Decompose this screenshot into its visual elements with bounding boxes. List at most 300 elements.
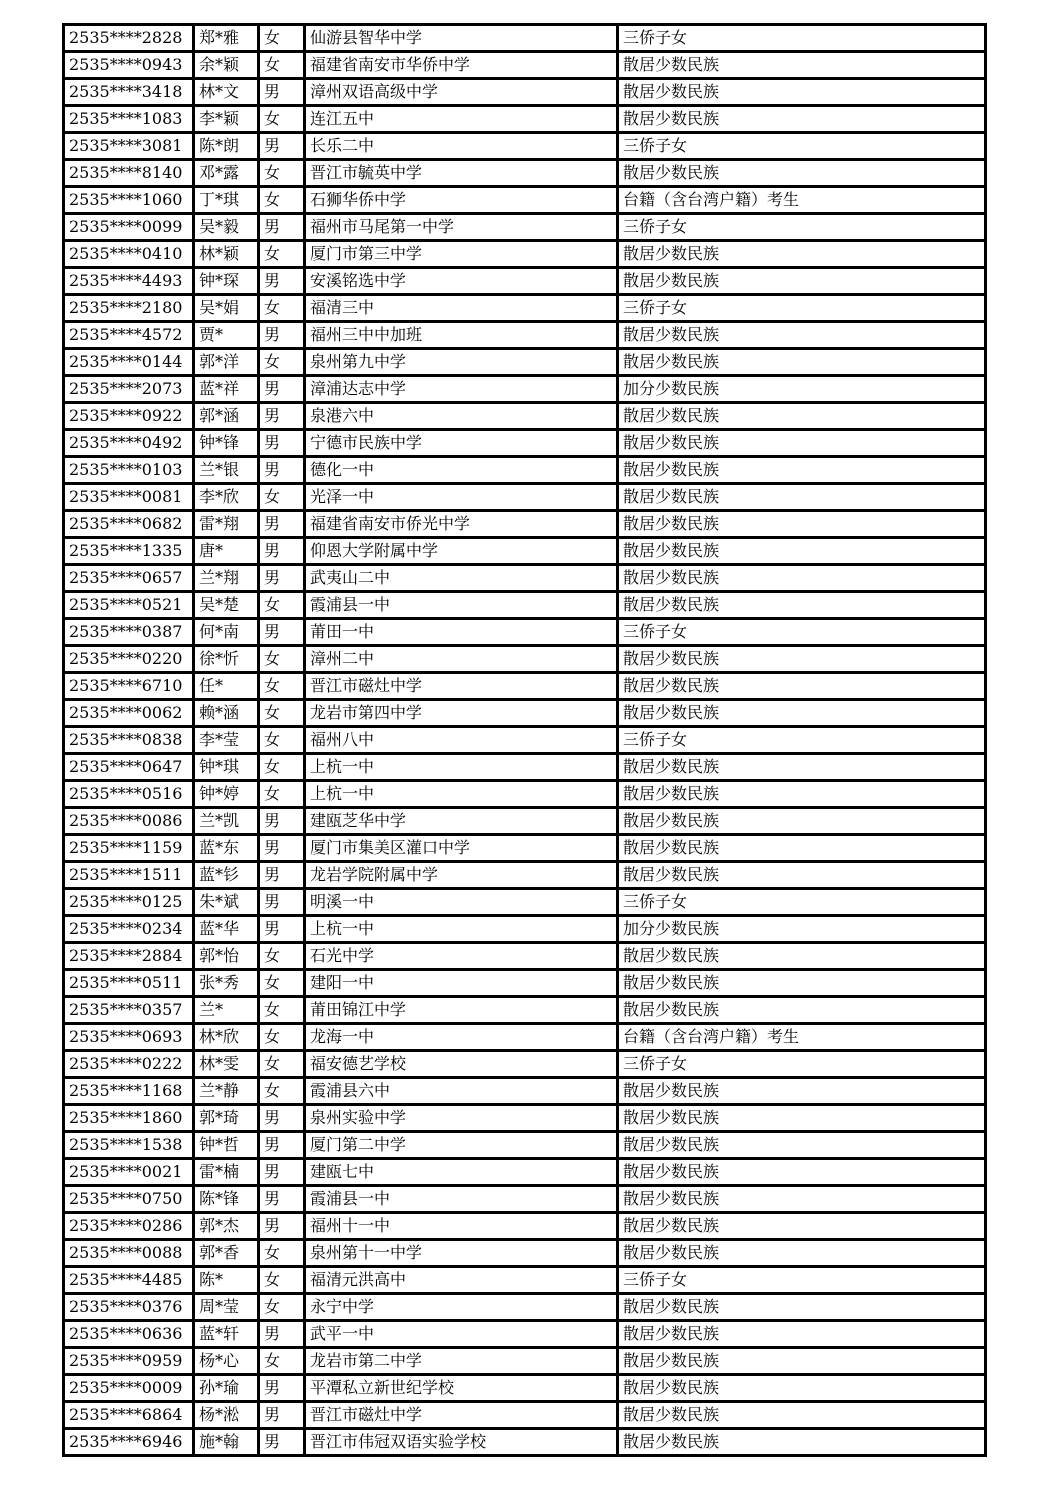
gender-cell: 女: [259, 592, 305, 619]
candidate-id-cell: 2535****0021: [64, 1159, 194, 1186]
name-cell: 杨*心: [194, 1348, 259, 1375]
gender-cell: 女: [259, 187, 305, 214]
table-row: [64, 403, 986, 430]
bonus-category-cell: 散居少数民族: [618, 457, 986, 484]
name-cell: 钟*哲: [194, 1132, 259, 1159]
candidate-id-cell: 2535****0511: [64, 970, 194, 997]
table-row: [64, 781, 986, 808]
candidate-id-cell: 2535****2884: [64, 943, 194, 970]
name-cell: 林*雯: [194, 1051, 259, 1078]
candidate-id-cell: 2535****2073: [64, 376, 194, 403]
candidate-id-cell: 2535****0144: [64, 349, 194, 376]
table-row: [64, 565, 986, 592]
table-row: [64, 511, 986, 538]
gender-cell: 男: [259, 916, 305, 943]
school-cell: 上杭一中: [305, 916, 618, 943]
school-cell: 晋江市磁灶中学: [305, 673, 618, 700]
gender-cell: 男: [259, 430, 305, 457]
school-cell: 霞浦县一中: [305, 1186, 618, 1213]
table-row: [64, 79, 986, 106]
table-row: [64, 25, 986, 52]
candidate-id-cell: 2535****4493: [64, 268, 194, 295]
roster-table-body: [64, 25, 986, 1456]
gender-cell: 男: [259, 1213, 305, 1240]
bonus-category-cell: 散居少数民族: [618, 403, 986, 430]
candidate-id-cell: 2535****0838: [64, 727, 194, 754]
table-row: [64, 160, 986, 187]
candidate-id-cell: 2535****0521: [64, 592, 194, 619]
school-cell: 福建省南安市侨光中学: [305, 511, 618, 538]
name-cell: 雷*楠: [194, 1159, 259, 1186]
bonus-category-cell: 三侨子女: [618, 1051, 986, 1078]
bonus-category-cell: 散居少数民族: [618, 673, 986, 700]
school-cell: 厦门市第三中学: [305, 241, 618, 268]
name-cell: 余*颖: [194, 52, 259, 79]
bonus-category-cell: 散居少数民族: [618, 1294, 986, 1321]
school-cell: 石光中学: [305, 943, 618, 970]
gender-cell: 女: [259, 970, 305, 997]
candidate-id-cell: 2535****1860: [64, 1105, 194, 1132]
school-cell: 福州八中: [305, 727, 618, 754]
candidate-id-cell: 2535****0286: [64, 1213, 194, 1240]
gender-cell: 女: [259, 106, 305, 133]
candidate-id-cell: 2535****0062: [64, 700, 194, 727]
name-cell: 林*文: [194, 79, 259, 106]
bonus-category-cell: 散居少数民族: [618, 943, 986, 970]
bonus-category-cell: 三侨子女: [618, 727, 986, 754]
name-cell: 蓝*轩: [194, 1321, 259, 1348]
bonus-category-cell: 三侨子女: [618, 619, 986, 646]
school-cell: 福安德艺学校: [305, 1051, 618, 1078]
name-cell: 贾*: [194, 322, 259, 349]
table-row: [64, 187, 986, 214]
name-cell: 兰*翔: [194, 565, 259, 592]
table-row: [64, 376, 986, 403]
candidate-id-cell: 2535****0647: [64, 754, 194, 781]
candidate-id-cell: 2535****0410: [64, 241, 194, 268]
candidate-id-cell: 2535****6710: [64, 673, 194, 700]
candidate-id-cell: 2535****1168: [64, 1078, 194, 1105]
table-row: [64, 835, 986, 862]
name-cell: 丁*琪: [194, 187, 259, 214]
bonus-category-cell: 散居少数民族: [618, 268, 986, 295]
school-cell: 福州三中中加班: [305, 322, 618, 349]
gender-cell: 女: [259, 700, 305, 727]
name-cell: 吴*毅: [194, 214, 259, 241]
name-cell: 李*莹: [194, 727, 259, 754]
bonus-category-cell: 散居少数民族: [618, 997, 986, 1024]
gender-cell: 男: [259, 1105, 305, 1132]
gender-cell: 男: [259, 1429, 305, 1456]
table-row: [64, 484, 986, 511]
school-cell: 连江五中: [305, 106, 618, 133]
gender-cell: 男: [259, 511, 305, 538]
table-row: [64, 916, 986, 943]
name-cell: 任*: [194, 673, 259, 700]
candidate-id-cell: 2535****1083: [64, 106, 194, 133]
bonus-category-cell: 散居少数民族: [618, 106, 986, 133]
school-cell: 安溪铭选中学: [305, 268, 618, 295]
bonus-category-cell: 台籍（含台湾户籍）考生: [618, 1024, 986, 1051]
name-cell: 周*莹: [194, 1294, 259, 1321]
school-cell: 晋江市伟冠双语实验学校: [305, 1429, 618, 1456]
gender-cell: 男: [259, 538, 305, 565]
candidate-id-cell: 2535****4572: [64, 322, 194, 349]
table-row: [64, 754, 986, 781]
school-cell: 平潭私立新世纪学校: [305, 1375, 618, 1402]
bonus-category-cell: 散居少数民族: [618, 808, 986, 835]
candidate-id-cell: 2535****2828: [64, 25, 194, 52]
school-cell: 福州市马尾第一中学: [305, 214, 618, 241]
name-cell: 钟*锋: [194, 430, 259, 457]
table-row: [64, 349, 986, 376]
bonus-category-cell: 散居少数民族: [618, 349, 986, 376]
gender-cell: 男: [259, 619, 305, 646]
school-cell: 泉州第九中学: [305, 349, 618, 376]
name-cell: 郭*琦: [194, 1105, 259, 1132]
bonus-category-cell: 散居少数民族: [618, 1321, 986, 1348]
gender-cell: 男: [259, 268, 305, 295]
school-cell: 武夷山二中: [305, 565, 618, 592]
school-cell: 建瓯芝华中学: [305, 808, 618, 835]
table-row: [64, 1429, 986, 1456]
bonus-category-cell: 散居少数民族: [618, 1186, 986, 1213]
candidate-id-cell: 2535****6864: [64, 1402, 194, 1429]
bonus-category-cell: 散居少数民族: [618, 511, 986, 538]
name-cell: 孙*瑜: [194, 1375, 259, 1402]
school-cell: 长乐二中: [305, 133, 618, 160]
gender-cell: 男: [259, 403, 305, 430]
name-cell: 钟*琛: [194, 268, 259, 295]
candidate-id-cell: 2535****0357: [64, 997, 194, 1024]
candidate-id-cell: 2535****3081: [64, 133, 194, 160]
bonus-category-cell: 散居少数民族: [618, 646, 986, 673]
table-row: [64, 430, 986, 457]
candidate-id-cell: 2535****8140: [64, 160, 194, 187]
bonus-category-cell: 台籍（含台湾户籍）考生: [618, 187, 986, 214]
school-cell: 晋江市毓英中学: [305, 160, 618, 187]
candidate-id-cell: 2535****0750: [64, 1186, 194, 1213]
candidate-id-cell: 2535****3418: [64, 79, 194, 106]
gender-cell: 女: [259, 1348, 305, 1375]
gender-cell: 男: [259, 889, 305, 916]
gender-cell: 男: [259, 457, 305, 484]
school-cell: 泉州第十一中学: [305, 1240, 618, 1267]
table-row: [64, 862, 986, 889]
bonus-category-cell: 散居少数民族: [618, 1159, 986, 1186]
table-row: [64, 1024, 986, 1051]
table-row: [64, 970, 986, 997]
bonus-category-cell: 散居少数民族: [618, 970, 986, 997]
table-row: [64, 1105, 986, 1132]
gender-cell: 男: [259, 79, 305, 106]
school-cell: 武平一中: [305, 1321, 618, 1348]
table-row: [64, 1267, 986, 1294]
bonus-category-cell: 散居少数民族: [618, 1348, 986, 1375]
candidate-id-cell: 2535****0657: [64, 565, 194, 592]
name-cell: 徐*忻: [194, 646, 259, 673]
bonus-category-cell: 散居少数民族: [618, 52, 986, 79]
school-cell: 龙岩市第二中学: [305, 1348, 618, 1375]
school-cell: 泉港六中: [305, 403, 618, 430]
bonus-category-cell: 散居少数民族: [618, 322, 986, 349]
school-cell: 宁德市民族中学: [305, 430, 618, 457]
gender-cell: 男: [259, 1159, 305, 1186]
table-row: [64, 457, 986, 484]
bonus-category-cell: 散居少数民族: [618, 592, 986, 619]
name-cell: 郭*杰: [194, 1213, 259, 1240]
school-cell: 石狮华侨中学: [305, 187, 618, 214]
bonus-category-cell: 散居少数民族: [618, 700, 986, 727]
table-row: [64, 295, 986, 322]
bonus-category-cell: 散居少数民族: [618, 862, 986, 889]
candidate-id-cell: 2535****0103: [64, 457, 194, 484]
candidate-id-cell: 2535****0125: [64, 889, 194, 916]
bonus-category-cell: 散居少数民族: [618, 484, 986, 511]
bonus-category-cell: 三侨子女: [618, 133, 986, 160]
candidate-id-cell: 2535****0636: [64, 1321, 194, 1348]
bonus-category-cell: 散居少数民族: [618, 1429, 986, 1456]
table-row: [64, 808, 986, 835]
bonus-category-cell: 散居少数民族: [618, 781, 986, 808]
name-cell: 陈*朗: [194, 133, 259, 160]
table-row: [64, 106, 986, 133]
name-cell: 蓝*钐: [194, 862, 259, 889]
gender-cell: 男: [259, 808, 305, 835]
candidate-id-cell: 2535****0959: [64, 1348, 194, 1375]
candidate-id-cell: 2535****0220: [64, 646, 194, 673]
candidate-id-cell: 2535****0693: [64, 1024, 194, 1051]
candidate-id-cell: 2535****0099: [64, 214, 194, 241]
table-row: [64, 214, 986, 241]
school-cell: 漳州二中: [305, 646, 618, 673]
bonus-category-cell: 三侨子女: [618, 1267, 986, 1294]
gender-cell: 女: [259, 673, 305, 700]
school-cell: 霞浦县一中: [305, 592, 618, 619]
table-row: [64, 322, 986, 349]
school-cell: 霞浦县六中: [305, 1078, 618, 1105]
school-cell: 明溪一中: [305, 889, 618, 916]
candidate-id-cell: 2535****1335: [64, 538, 194, 565]
school-cell: 上杭一中: [305, 781, 618, 808]
gender-cell: 男: [259, 376, 305, 403]
school-cell: 厦门市集美区灌口中学: [305, 835, 618, 862]
name-cell: 赖*涵: [194, 700, 259, 727]
candidate-id-cell: 2535****0234: [64, 916, 194, 943]
name-cell: 钟*琪: [194, 754, 259, 781]
school-cell: 福清三中: [305, 295, 618, 322]
candidate-id-cell: 2535****2180: [64, 295, 194, 322]
name-cell: 蓝*祥: [194, 376, 259, 403]
school-cell: 晋江市磁灶中学: [305, 1402, 618, 1429]
name-cell: 蓝*东: [194, 835, 259, 862]
table-row: [64, 646, 986, 673]
name-cell: 兰*银: [194, 457, 259, 484]
gender-cell: 男: [259, 322, 305, 349]
name-cell: 何*南: [194, 619, 259, 646]
gender-cell: 女: [259, 754, 305, 781]
school-cell: 莆田锦江中学: [305, 997, 618, 1024]
school-cell: 上杭一中: [305, 754, 618, 781]
name-cell: 施*翰: [194, 1429, 259, 1456]
bonus-category-cell: 散居少数民族: [618, 565, 986, 592]
candidate-id-cell: 2535****1538: [64, 1132, 194, 1159]
table-row: [64, 1321, 986, 1348]
table-row: [64, 1132, 986, 1159]
school-cell: 福州十一中: [305, 1213, 618, 1240]
bonus-category-cell: 散居少数民族: [618, 538, 986, 565]
candidate-id-cell: 2535****0922: [64, 403, 194, 430]
candidate-id-cell: 2535****0387: [64, 619, 194, 646]
table-row: [64, 1159, 986, 1186]
bonus-category-cell: 散居少数民族: [618, 754, 986, 781]
table-row: [64, 1375, 986, 1402]
bonus-category-cell: 散居少数民族: [618, 1213, 986, 1240]
candidate-id-cell: 2535****1060: [64, 187, 194, 214]
bonus-category-cell: 三侨子女: [618, 25, 986, 52]
name-cell: 朱*斌: [194, 889, 259, 916]
table-row: [64, 700, 986, 727]
table-row: [64, 538, 986, 565]
name-cell: 钟*婷: [194, 781, 259, 808]
table-row: [64, 1294, 986, 1321]
gender-cell: 女: [259, 160, 305, 187]
bonus-category-cell: 散居少数民族: [618, 1078, 986, 1105]
bonus-category-cell: 加分少数民族: [618, 376, 986, 403]
name-cell: 陈*锋: [194, 1186, 259, 1213]
school-cell: 建阳一中: [305, 970, 618, 997]
school-cell: 漳浦达志中学: [305, 376, 618, 403]
gender-cell: 女: [259, 484, 305, 511]
name-cell: 兰*静: [194, 1078, 259, 1105]
table-row: [64, 133, 986, 160]
name-cell: 吴*娟: [194, 295, 259, 322]
bonus-category-cell: 散居少数民族: [618, 241, 986, 268]
candidate-id-cell: 2535****0086: [64, 808, 194, 835]
school-cell: 德化一中: [305, 457, 618, 484]
school-cell: 泉州实验中学: [305, 1105, 618, 1132]
bonus-category-cell: 三侨子女: [618, 295, 986, 322]
table-row: [64, 673, 986, 700]
table-row: [64, 727, 986, 754]
candidate-id-cell: 2535****0516: [64, 781, 194, 808]
gender-cell: 男: [259, 1402, 305, 1429]
bonus-category-cell: 散居少数民族: [618, 1132, 986, 1159]
table-row: [64, 241, 986, 268]
candidate-id-cell: 2535****0943: [64, 52, 194, 79]
name-cell: 兰*: [194, 997, 259, 1024]
gender-cell: 女: [259, 1051, 305, 1078]
candidate-id-cell: 2535****0222: [64, 1051, 194, 1078]
candidate-id-cell: 2535****1511: [64, 862, 194, 889]
table-row: [64, 997, 986, 1024]
school-cell: 永宁中学: [305, 1294, 618, 1321]
bonus-category-cell: 散居少数民族: [618, 1402, 986, 1429]
gender-cell: 女: [259, 1024, 305, 1051]
gender-cell: 女: [259, 52, 305, 79]
gender-cell: 女: [259, 943, 305, 970]
gender-cell: 女: [259, 1294, 305, 1321]
name-cell: 陈*: [194, 1267, 259, 1294]
gender-cell: 男: [259, 214, 305, 241]
gender-cell: 女: [259, 241, 305, 268]
gender-cell: 女: [259, 1240, 305, 1267]
gender-cell: 男: [259, 565, 305, 592]
school-cell: 仙游县智华中学: [305, 25, 618, 52]
name-cell: 郭*香: [194, 1240, 259, 1267]
gender-cell: 女: [259, 997, 305, 1024]
name-cell: 雷*翔: [194, 511, 259, 538]
table-row: [64, 592, 986, 619]
candidate-id-cell: 2535****0492: [64, 430, 194, 457]
school-cell: 福建省南安市华侨中学: [305, 52, 618, 79]
school-cell: 福清元洪高中: [305, 1267, 618, 1294]
name-cell: 李*欣: [194, 484, 259, 511]
name-cell: 郭*涵: [194, 403, 259, 430]
name-cell: 吴*楚: [194, 592, 259, 619]
name-cell: 唐*: [194, 538, 259, 565]
candidate-id-cell: 2535****0088: [64, 1240, 194, 1267]
name-cell: 郭*洋: [194, 349, 259, 376]
table-row: [64, 1051, 986, 1078]
bonus-category-cell: 散居少数民族: [618, 1375, 986, 1402]
name-cell: 郭*怡: [194, 943, 259, 970]
table-row: [64, 1213, 986, 1240]
name-cell: 林*颖: [194, 241, 259, 268]
name-cell: 邓*露: [194, 160, 259, 187]
table-row: [64, 619, 986, 646]
candidate-id-cell: 2535****4485: [64, 1267, 194, 1294]
school-cell: 仰恩大学附属中学: [305, 538, 618, 565]
gender-cell: 男: [259, 862, 305, 889]
bonus-category-cell: 散居少数民族: [618, 835, 986, 862]
name-cell: 蓝*华: [194, 916, 259, 943]
gender-cell: 男: [259, 835, 305, 862]
gender-cell: 女: [259, 349, 305, 376]
candidate-id-cell: 2535****0682: [64, 511, 194, 538]
candidate-id-cell: 2535****1159: [64, 835, 194, 862]
gender-cell: 男: [259, 1375, 305, 1402]
table-row: [64, 1348, 986, 1375]
bonus-category-cell: 散居少数民族: [618, 79, 986, 106]
candidate-id-cell: 2535****0081: [64, 484, 194, 511]
table-row: [64, 889, 986, 916]
gender-cell: 女: [259, 1267, 305, 1294]
gender-cell: 女: [259, 25, 305, 52]
candidate-id-cell: 2535****6946: [64, 1429, 194, 1456]
gender-cell: 男: [259, 1132, 305, 1159]
gender-cell: 女: [259, 1078, 305, 1105]
gender-cell: 女: [259, 295, 305, 322]
gender-cell: 女: [259, 727, 305, 754]
table-row: [64, 1402, 986, 1429]
bonus-category-cell: 加分少数民族: [618, 916, 986, 943]
candidate-id-cell: 2535****0376: [64, 1294, 194, 1321]
name-cell: 兰*凯: [194, 808, 259, 835]
candidate-id-cell: 2535****0009: [64, 1375, 194, 1402]
name-cell: 李*颖: [194, 106, 259, 133]
school-cell: 厦门第二中学: [305, 1132, 618, 1159]
school-cell: 建瓯七中: [305, 1159, 618, 1186]
school-cell: 漳州双语高级中学: [305, 79, 618, 106]
candidate-roster-table: [62, 23, 987, 1457]
bonus-category-cell: 散居少数民族: [618, 1105, 986, 1132]
table-row: [64, 268, 986, 295]
name-cell: 张*秀: [194, 970, 259, 997]
school-cell: 龙海一中: [305, 1024, 618, 1051]
school-cell: 光泽一中: [305, 484, 618, 511]
school-cell: 莆田一中: [305, 619, 618, 646]
